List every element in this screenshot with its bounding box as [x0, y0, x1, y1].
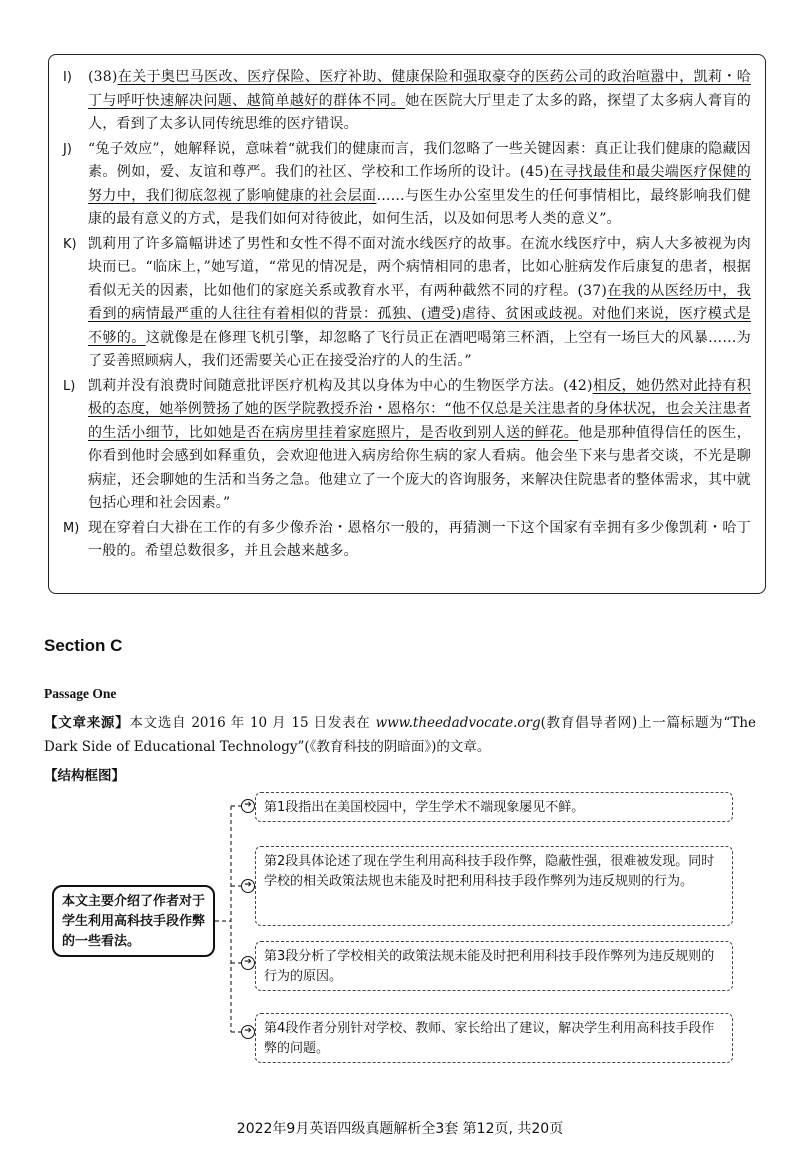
text-segment: 她在医院大厅里走了太多的路，探望了太多病人膏肓的人，看到了太多认同传统思维的医疗错误。 — [88, 92, 751, 132]
text-segment: 现在穿着白大褂在工作的有多少像乔治・恩格尔一般的，再猜测一下这个国家有幸拥有多少像凯莉・哈丁一般的。希望总数很多，并且会越来越多。 — [88, 519, 751, 559]
structure-point-3: 第3段分析了学校相关的政策法规未能及时把利用科技手段作弊列为违反规则的行为的原因。 — [255, 941, 733, 991]
text-segment: 凯莉并没有浪费时间随意批评医疗机构及其以身体为中心的生物医学方法。(42) — [88, 377, 593, 394]
source-site: www.theedadvocate.org — [375, 715, 541, 731]
paragraph-letter: M) — [63, 520, 80, 536]
text-segment: 他是那种值得信任的医生，你看到他时会感到如释重负，会欢迎他进入病房给你生病的家人看病。他会坐下来与患者交谈，不光是聊病症，还会聊她的生活和当务之急。他建立了一个庞大的咨询服务，来解决住院患者的整体需求，其中就包括心理和社会因素。” — [88, 424, 751, 511]
page-footer: 2022年9月英语四级真题解析全3套 第12页, 共20页 — [236, 1121, 564, 1137]
section-title: Section C — [44, 636, 123, 655]
paragraph-letter: I) — [63, 70, 72, 85]
text-segment: (38) — [88, 69, 118, 85]
text-segment: ……与医生办公室里发生的任何事情相比，最终影响我们健康的最有意义的方式，是我们如何对待彼此，如何生活，以及如何思考人类的意义”。 — [88, 187, 751, 227]
arrow-right-icon: ➔ — [241, 956, 255, 970]
underlined-answer: 在我的从医经历中，我看到的病情最严重的人往往有着相似的背景：孤独、(遭受)虐待、贫困或歧视。对他们来说，医疗模式是不够的。 — [88, 282, 751, 346]
underlined-answer: 相反，她仍然对此持有积极的态度，她举例赞扬了她的医学院教授乔治・恩格尔：“他不仅总是关注患者的身体状况，也会关注患者的生活小细节，比如她是否在病房里挂着家庭照片，是否收到别人送的鲜花。 — [88, 377, 752, 441]
arrow-right-icon: ➔ — [241, 799, 255, 813]
underlined-answer: 在关于奥巴马医改、医疗保险、医疗补助、健康保险和强取豪夺的医药公司的政治喧嚣中，凯莉・哈丁与呼吁快速解决问题、越简单越好的群体不同。 — [88, 69, 751, 109]
arrow-right-icon: ➔ — [241, 879, 255, 893]
source-text: 本文选自 2016 年 10 月 15 日发表在 — [129, 715, 376, 731]
structure-point-2: 第2段具体论述了现在学生利用高科技手段作弊，隐蔽性强，很难被发现。同时学校的相关政策法规也未能及时把利用科技手段作弊列为违反规则的行为。 — [255, 846, 733, 926]
structure-frame-label: 【结构框图】 — [44, 768, 125, 784]
paragraph-letter: K) — [63, 236, 77, 252]
structure-point-4: 第4段作者分别针对学校、教师、家长给出了建议，解决学生利用高科技手段作弊的问题。 — [255, 1013, 733, 1063]
text-segment: “兔子效应”，她解释说，意味着“就我们的健康而言，我们忽略了一些关键因素：真正让我们健康的隐藏因素。例如，爱、友谊和尊严。我们的社区、学校和工作场所的设计。(45) — [88, 140, 751, 180]
arrow-right-icon: ➔ — [241, 1025, 255, 1039]
paragraph-letter: L) — [63, 378, 76, 394]
passage-title: Passage One — [44, 686, 117, 701]
summary-box: 本文主要介绍了作者对于学生利用高科技手段作弊的一些看法。 — [52, 885, 215, 957]
text-segment: 这就像是在修理飞机引擎，却忽略了飞行员正在酒吧喝第三杯酒，上空有一场巨大的风暴……为了妥善照顾病人，我们还需要关心正在接受治疗的人的生活。” — [88, 329, 751, 369]
source-text: (教育倡导者网)上一篇标题为“The Dark Side of Educational Technology”(《教育科技的阴暗面》)的文章。 — [44, 715, 757, 755]
text-segment: 凯莉用了许多篇幅讲述了男性和女性不得不面对流水线医疗的故事。在流水线医疗中，病人大多被视为肉块而已。“临床上，”她写道，“常见的情况是，两个病情相同的患者，比如心脏病发作后康复的患者，根据看似无关的因素，比如他们的家庭关系或教育水平，有两种截然不同的疗程。(37) — [88, 235, 751, 299]
source-label: 【文章来源】 — [44, 715, 130, 731]
paragraph-letter: J) — [63, 141, 72, 157]
underlined-answer: 在寻找最佳和最尖端医疗保健的努力中，我们彻底忽视了影响健康的社会层面 — [88, 164, 751, 204]
structure-point-1: 第1段指出在美国校园中，学生学术不端现象屡见不鲜。 — [255, 792, 733, 822]
